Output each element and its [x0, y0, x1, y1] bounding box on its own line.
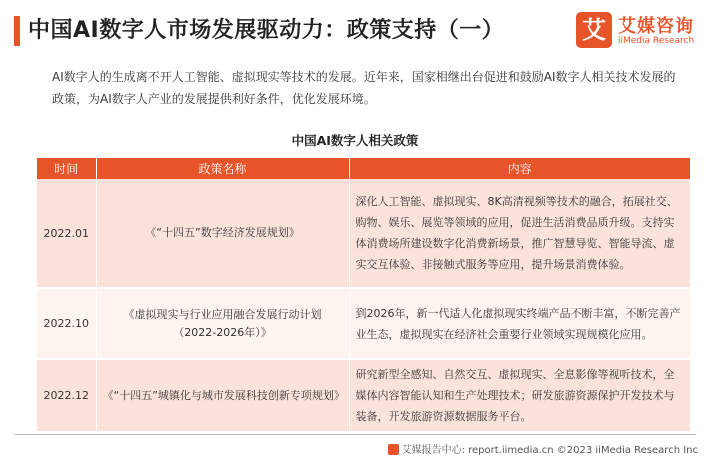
header-time: 时间 [37, 158, 96, 179]
header-content: 内容 [349, 158, 690, 179]
logo-mark: 艾 [576, 12, 612, 48]
footer [388, 441, 698, 456]
table-row [37, 179, 690, 288]
footer-logo-icon [388, 444, 399, 455]
policy-time: 2022.01 [37, 179, 96, 288]
policy-table [37, 158, 690, 433]
policy-content: 研究新型全感知、自然交互、虚拟现实、全息影像等视听技术，全媒体内容智能认知和生产处理技术；研发旅游资源保护开发技术与装备，开发旅游资源数据服务平台。 [349, 359, 690, 432]
logo-english-name: iiMedia Research [618, 36, 695, 46]
policy-name: 《虚拟现实与行业应用融合发展行动计划（2022-2026年）》 [96, 288, 349, 359]
table-title: 中国AI数字人相关政策 [291, 133, 419, 148]
title-accent-bar [14, 16, 20, 46]
policy-time: 2022.10 [37, 288, 96, 359]
policy-content: 深化人工智能、虚拟现实、8K高清视频等技术的融合，拓展社交、购物、娱乐、展览等领域的应用，促进生活消费品质升级。支持实体消费场所建设数字化消费新场景，推广智慧导览、智能导流、虚实交互体验、非接触式服务等应用，提升场景消费体验。 [349, 179, 690, 288]
footer-divider [14, 434, 696, 435]
policy-time: 2022.12 [37, 359, 96, 432]
table-row [37, 288, 690, 359]
logo-chinese-name: 艾媒咨询 [618, 16, 694, 37]
page-title: 中国AI数字人市场发展驱动力：政策支持（一） [28, 18, 505, 43]
table-header-row [37, 158, 690, 179]
policy-name: 《“十四五”城镇化与城市发展科技创新专项规划》 [96, 359, 349, 432]
footer-text: 艾媒报告中心: report.iimedia.cn ©2023 iiMedia Research Inc [401, 445, 698, 456]
header-policy-name: 政策名称 [96, 158, 349, 179]
table-row [37, 359, 690, 432]
policy-name: 《“十四五”数字经济发展规划》 [96, 179, 349, 288]
iimedia-logo [576, 12, 700, 52]
policy-content: 到2026年，新一代适人化虚拟现实终端产品不断丰富，不断完善产业生态，虚拟现实在经济社会重要行业领域实现规模化应用。 [349, 288, 690, 359]
intro-paragraph: AI数字人的生成离不开人工智能、虚拟现实等技术的发展。近年来，国家相继出台促进和鼓励AI数字人相关技术发展的政策，为AI数字人产业的发展提供利好条件，优化发展环境。 [52, 70, 676, 106]
